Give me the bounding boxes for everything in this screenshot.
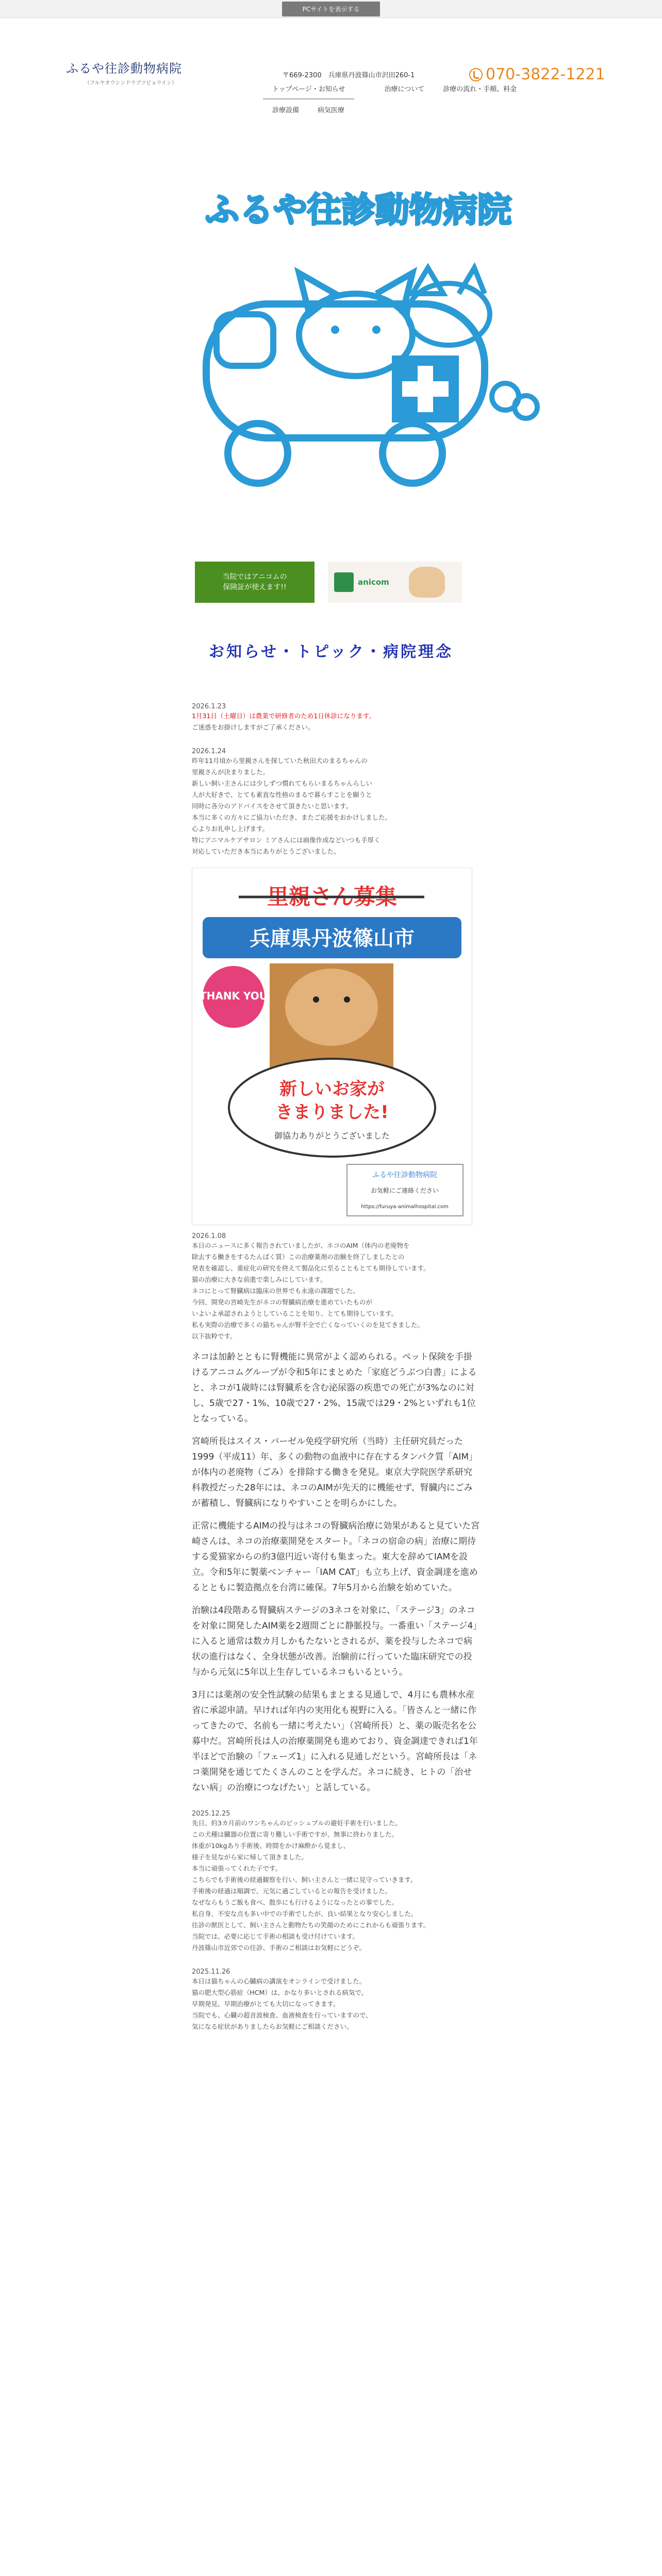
dog-illustration — [409, 567, 445, 598]
article-paragraph: 宮崎所長はスイス・バーゼル免疫学研究所（当時）主任研究員だった1999（平成11）年、多くの動物の血液中に存在するタンパク質「AIM」が体内の老廃物（ごみ）を排除する働きを発見。東京大学院医学系研究科教授だった28年には、ネコのAIMが先天的に機能せず、腎臓内にごみが蓄積し、腎臓病になりやすいことを明らかにした。 — [192, 1436, 478, 1509]
news-line: 往診の獣医として、飼い主さんと動物たちの笑顔のためにこれからも頑張ります。 — [192, 1921, 430, 1929]
news-line: この犬種は臓器の位置に寄り難しい手術ですが、無事に終わりました。 — [192, 1831, 399, 1838]
news-line: 対応していただき本当にありがとうございました。 — [192, 848, 340, 855]
article-line: 本日のニュースに多く報告されていましたが、ネコのAIM（体内の老廃物を — [192, 1242, 410, 1249]
article-line: 発表を確認し、重症化の研究を終えて製品化に至ることもとても期待しています。 — [192, 1264, 430, 1272]
news-line: 体重が10kgあり手術後、時間をかけ麻酔から覚まし、 — [192, 1842, 350, 1850]
news-line: 特にアニマルケアサロン ミアさんには画像作成などいつも手厚く — [192, 836, 380, 844]
news-line: なぜならもうご飯も食べ、散歩にも行けるようになったとの事でした。 — [192, 1899, 399, 1906]
nav-item-equipment[interactable]: 診療設備 — [272, 107, 300, 114]
poster-place: 兵庫県丹波篠山市 — [250, 927, 415, 951]
anicom-insurance-banner[interactable] — [195, 562, 315, 603]
nav-item-disease[interactable]: 病気医療 — [318, 107, 345, 114]
poster-url: https://furuya-animalhospital.com — [361, 1204, 449, 1210]
poster-thank: THANK YOU — [199, 990, 268, 1002]
adoption-poster-graphic — [192, 868, 472, 1225]
nav-item-flow[interactable]: 診療の流れ・手順、料金 — [443, 86, 517, 93]
news-line: 1月31日（土曜日）は農業で研修者のため1日休診になります。 — [192, 712, 375, 720]
news-date: 2026.1.23 — [192, 703, 226, 710]
nav-item-top[interactable]: トップページ・お知らせ — [263, 78, 354, 99]
banner-row — [195, 562, 462, 603]
article-line: 除去する働きをするたんぱく質）この治療薬剤の治験を終了しましたとの — [192, 1253, 405, 1261]
site-logo[interactable] — [66, 58, 182, 86]
news-line: 当院では、必要に応じて手術の相談も受け付けています。 — [192, 1933, 359, 1940]
site-title: ふるや往診動物病院 — [66, 61, 182, 76]
news-line: 同時に各分のアドバイスをさせて頂きたいと思います。 — [192, 802, 353, 810]
section-title: お知らせ・トピック・病院理念 — [209, 643, 453, 661]
news-line: 先日、約3カ月前のワンちゃんのビッシュプルの避妊手術を行いました。 — [192, 1819, 402, 1827]
hero-logo — [170, 139, 547, 536]
anicom-brand-banner[interactable] — [328, 562, 462, 603]
news-date: 2025.11.26 — [192, 1968, 230, 1976]
article-line: 猫の治療に大きな前進で楽しみにしています。 — [192, 1276, 327, 1283]
news-content — [192, 696, 481, 2032]
news-line: 様子を見ながら家に帰して頂きました。 — [192, 1853, 308, 1861]
news-line: こちらでも手術後の経過観察を行い、飼い主さんと一緒に見守っていきます。 — [192, 1876, 417, 1884]
article-paragraph: 3月には薬剤の安全性試験の結果もまとまる見通しで、4月にも農林水産省に承認申請。早ければ年内の実用化も視野に入る。「皆さんと一緒に作ってきたので、名前も一緒に考えたい」（宮崎所長）と、薬の販売名を公募中だ。宮崎所長は人の治療薬開発も進めており、資金調達できれば1年半ほどで治験の「フェーズ1」に入れる見通しだという。宮崎所長は「ネコ薬開発を通じてたくさんのことを学んだ。ネコに続き、ヒトの「治せない病」の治療につなげたい」と話している。 — [192, 1690, 478, 1793]
adoption-poster — [192, 868, 472, 1225]
poster-contact: お気軽にご連絡ください — [370, 1187, 439, 1194]
news-line: 丹波篠山市近郊での往診、手術のご相談はお気軽にどうぞ。 — [192, 1944, 366, 1952]
news-line: 早期発見、早期治療がとても大切になってきます。 — [192, 2000, 340, 2008]
poster-clinic: ふるや往診動物病院 — [372, 1171, 437, 1179]
article-paragraph: 正常に機能するAIMの投与はネコの腎臓病治療に効果があると見ていた宮崎さんは、ネコの治療薬開発をスタート。「ネコの宿命の病」治療に期待する愛猫家からの約3億円近い寄付も集まった。東大を辞めてIAMを設立。令和5年に製薬ベンチャー「IAM CAT」も立ち上げ、資金調達を進めるとともに製造拠点を台湾に確保。7年5月から治験を始めていた。 — [192, 1521, 480, 1593]
address: 〒669-2300 兵庫県丹波篠山市沢田260-1 — [283, 72, 415, 79]
pc-site-bar — [0, 0, 662, 18]
news-line: 本当に多くの方々にご協力いただき、またご応援をおかけしました。 — [192, 814, 392, 821]
article-line: 私も実際の治療で多くの猫ちゃんが腎不全で亡くなっていくのを見てきました。 — [192, 1321, 424, 1329]
hero-logo-text: ふるや往診動物病院 — [205, 190, 511, 230]
news-line: 当院でも、心臓の超音波検査、血液検査を行っていますので、 — [192, 2011, 372, 2019]
news-line: 昨年11月頃から里親さんを探していた秋田犬のまるちゃんの — [192, 757, 368, 765]
news-line: 新しい飼い主さんには少しずつ慣れてもらいまるちゃんらしい — [192, 779, 373, 787]
news-line: 猫の肥大型心筋症（HCM）は、かなり多いとされる病気で、 — [192, 1989, 368, 1996]
article-paragraph: 治験は4段階ある腎臓病ステージの3ネコを対象に、「ステージ3」のネコを対象に開発したAIM薬を2週間ごとに静脈投与。一番重い「ステージ4」に入ると通常は数カ月しかもたないとされるが、薬を投与したネコで病状の進行はなく、全身状態が改善。治験前に行っていた臨床研究での投与から元気に5年以上生存しているネコもいるという。 — [192, 1605, 477, 1677]
article-paragraph: ネコは加齢とともに腎機能に異常がよく認められる。ペット保険を手掛けるアニコムグループが令和5年にまとめた「家庭どうぶつ白書」によると、ネコが1歳時には腎臓系を含む泌尿器の疾患での死亡が3%なのに対し、5歳で27・1%、10歳で27・2%、15歳では29・2%といずれも1位となっている。 — [192, 1352, 477, 1424]
anicom-brand-text: anicom — [358, 578, 389, 587]
news-line: 気になる症状がありましたらお気軽にご相談ください。 — [192, 2023, 353, 2030]
news-line: ご迷惑をお掛けしますがご了承ください。 — [192, 723, 315, 731]
article-line: 今回、開発の宮崎先生がネコの腎臓病治療を進めていたものが — [192, 1298, 373, 1306]
news-line: 人が大好きで、とても素直な性格のまるで暮らすことを願うと — [192, 791, 372, 799]
news-line: 本当に頑張ってくれた子です。 — [192, 1865, 282, 1872]
news-line: 私自身、不安な点も多い中での手術でしたが、良い結果となり安心しました。 — [192, 1910, 418, 1918]
phone-text: 070-3822-1221 — [486, 65, 605, 83]
news-line: 手術後の経過は順調で、元気に過ごしているとの報告を受けました。 — [192, 1887, 392, 1895]
main-nav — [263, 78, 619, 120]
news-date: 2025.12.25 — [192, 1810, 230, 1818]
site-subtitle: （フルヤオウシンドウブツビョウイン） — [85, 80, 177, 86]
news-line: 心よりお礼申し上げます。 — [192, 825, 269, 833]
anicom-logo-icon — [334, 572, 354, 592]
anicom-banner-line2: 保険証が使えます!! — [223, 583, 287, 591]
article-date: 2026.1.08 — [192, 1232, 226, 1240]
pc-site-button[interactable]: PCサイトを表示する — [282, 2, 380, 16]
news-line: 本日は猫ちゃんの心臓病の講演をオンラインで受けました。 — [192, 1977, 366, 1985]
nav-item-treatment[interactable]: 治療について — [384, 86, 425, 93]
hero-logo-illustration — [170, 139, 547, 536]
article-line: いよいよ承認されようとしていることを知り、とても期待しています。 — [192, 1310, 398, 1317]
news-date: 2026.1.24 — [192, 748, 226, 755]
news-line: 里親さんが決まりました。 — [192, 768, 270, 776]
article-line: 以下抜粋です。 — [192, 1332, 237, 1340]
anicom-banner-line1: 当院ではアニコムの — [222, 573, 287, 581]
poster-thanks-line: 御協力ありがとうございました — [274, 1131, 390, 1141]
poster-headline-2: きまりました! — [275, 1102, 389, 1123]
article-line: ネコにとって腎臓病は臨床の世界でも永遠の課題でした。 — [192, 1287, 359, 1295]
poster-title: 里親さん募集 — [267, 884, 398, 909]
poster-headline-1: 新しいお家が — [279, 1079, 385, 1099]
